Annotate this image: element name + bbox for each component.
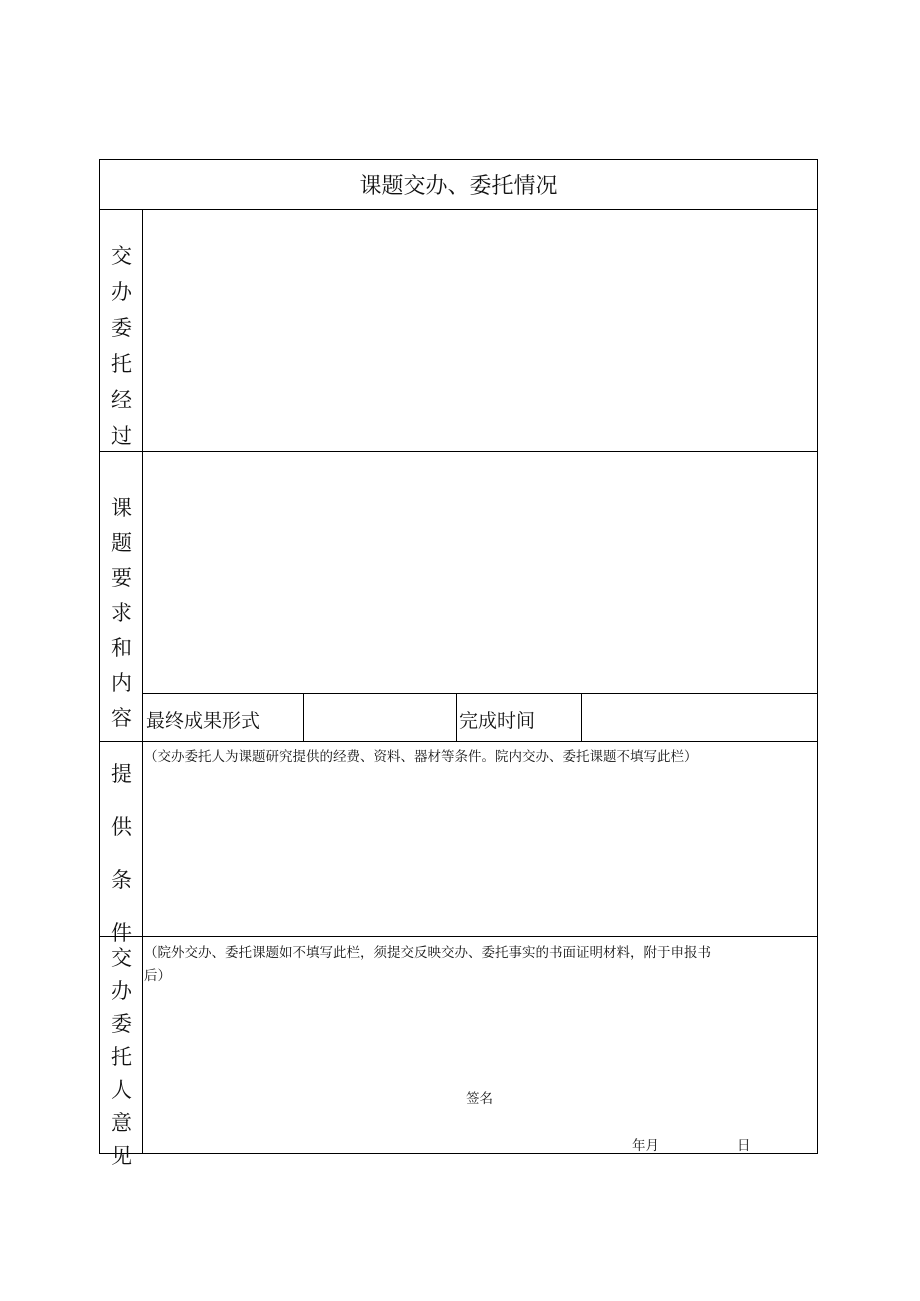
opinion-label-char: 托: [111, 1045, 132, 1069]
conditions-label-char: 条: [111, 868, 132, 892]
requirements-label-char: 课: [111, 496, 132, 520]
process-label-char: 过: [111, 424, 132, 448]
requirements-label-char: 题: [111, 531, 132, 555]
requirements-label-char: 内: [111, 671, 132, 695]
opinion-note-line1: （院外交办、委托课题如不填写此栏，须提交反映交办、委托事实的书面证明材料，附于申报书: [144, 945, 711, 961]
requirements-label-char: 和: [111, 636, 132, 660]
completion-time-label: 完成时间: [459, 710, 536, 732]
cell-divider: [456, 693, 457, 741]
conditions-label-char: 供: [111, 815, 132, 839]
opinion-label-char: 交: [111, 946, 132, 970]
commission-form: [99, 159, 818, 1168]
requirements-label: [100, 492, 143, 732]
requirements-label-char: 要: [111, 566, 132, 590]
process-content-field[interactable]: [143, 211, 817, 451]
row-divider: [100, 741, 817, 742]
process-label-char: 经: [111, 388, 132, 412]
final-result-label: 最终成果形式: [146, 710, 261, 732]
process-label-char: 托: [111, 352, 132, 376]
opinion-label-char: 办: [111, 979, 132, 1003]
opinion-label-char: 意: [111, 1111, 132, 1135]
date-day: 日: [737, 1138, 751, 1154]
conditions-label-char: 提: [111, 762, 132, 786]
conditions-content-field[interactable]: [143, 772, 817, 936]
process-label: [100, 240, 143, 450]
form-title: 课题交办、委托情况: [100, 160, 817, 210]
requirements-content-field[interactable]: [143, 452, 817, 693]
process-label-char: 交: [111, 244, 132, 268]
signature-field[interactable]: [500, 1080, 700, 1106]
process-label-char: 委: [111, 316, 132, 340]
conditions-label: [100, 758, 143, 947]
opinion-label-char: 见: [111, 1144, 132, 1168]
opinion-label-char: 人: [111, 1078, 132, 1102]
date-year-month: 年月: [632, 1138, 659, 1154]
opinion-label-char: 委: [111, 1012, 132, 1036]
conditions-note: （交办委托人为课题研究提供的经费、资料、器材等条件。院内交办、委托课题不填写此栏）: [144, 749, 698, 765]
opinion-label: [100, 942, 143, 1170]
requirements-label-char: 求: [111, 601, 132, 625]
final-result-field[interactable]: [304, 694, 456, 741]
completion-time-field[interactable]: [582, 694, 817, 741]
signature-label: 签名: [466, 1091, 493, 1107]
conditions-label-char: 件: [111, 921, 132, 945]
process-label-char: 办: [111, 280, 132, 304]
opinion-note-line2: 后）: [144, 968, 171, 984]
row-divider: [100, 936, 817, 937]
requirements-label-char: 容: [111, 706, 132, 730]
